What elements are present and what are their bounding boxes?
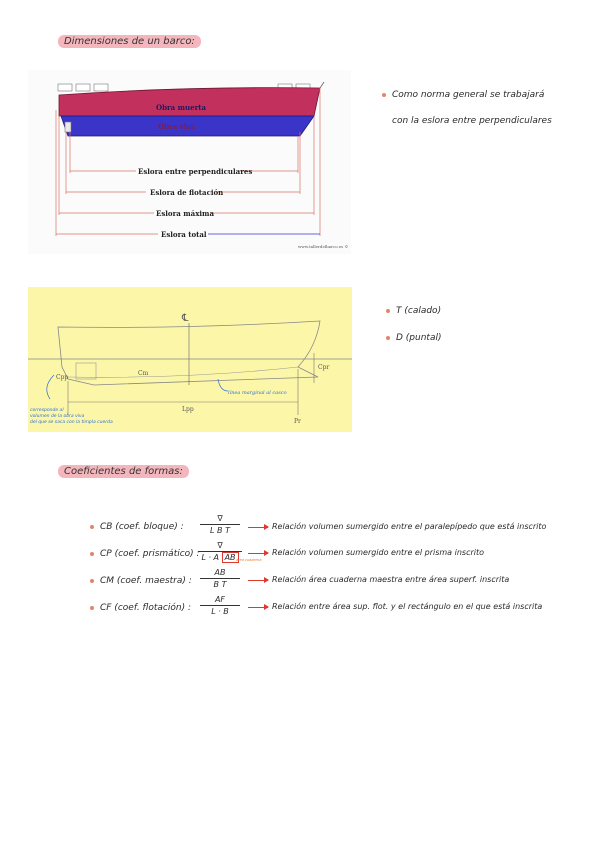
coef-row-waterplane: CF (coef. flotación) : [90,603,191,613]
arrow-block [248,527,268,528]
note-calado: T (calado) [386,306,441,316]
area-box: AB [222,552,239,563]
coef-fraction-waterplane: $\frac{AF}{L \cdot B}$ [200,595,240,616]
annotation-side: corresponde al volumen de la obra viva del que se saca con la timpla cuerda [30,408,113,425]
label-pr: Pr [294,418,301,425]
label-centerline: ℄ [182,313,189,324]
note-area-cuaderna: área cuaderna [236,558,262,562]
arrow-prismatic [248,553,268,554]
section-title-coefficients: Coeficientes de formas: [58,465,189,478]
desc-prismatic: Relación volumen sumergido entre el prisma inscrito [272,548,485,557]
bullet-dot [386,336,390,340]
desc-block: Relación volumen sumergido entre el paralepípedo que está inscrito [272,522,547,531]
bullet-dot [90,525,94,529]
label-eslora-flotacion: Eslora de flotación [150,188,224,197]
coef-row-block: CB (coef. bloque) : [90,522,184,532]
bullet-dot [90,579,94,583]
label-cpp: Cpp [56,374,69,381]
label-obra-muerta: Obra muerta [156,103,207,112]
label-eslora-pp: Eslora entre perpendiculares [138,167,253,176]
ship-diagram [28,70,351,254]
desc-midship: Relación área cuaderna maestra entre área superf. inscrita [272,575,510,584]
label-cpr: Cpr [318,364,330,371]
label-lpp: Lpp [182,406,194,413]
bullet-dot [90,606,94,610]
coef-fraction-block: ∇ L B T [200,514,240,535]
coef-row-prismatic: CP (coef. prismático) : [90,549,200,559]
label-eslora-maxima: Eslora máxima [156,209,214,218]
bullet-dot [386,309,390,313]
label-cm: Cm [138,370,149,377]
bullet-dot [382,93,386,97]
note-eslora-pp: con la eslora entre perpendiculares [392,116,552,126]
note-puntal: D (puntal) [386,333,441,343]
ship-dimensions-figure [28,70,351,254]
arrow-midship [248,580,268,581]
annotation-main: línea marginal al casco [228,390,287,396]
bullet-dot [90,552,94,556]
credit-text: www.tallerdelbarco.es © [298,244,349,249]
coef-fraction-midship: $\frac{AB}{\text{B T}}$ [200,568,240,589]
desc-waterplane: Relación entre área sup. flot. y el rectángulo en el que está inscrita [272,602,543,611]
label-obra-viva: Obra viva [158,122,195,131]
label-eslora-total: Eslora total [161,230,207,239]
section-title-dimensions: Dimensiones de un barco: [58,35,201,48]
coef-fraction-prismatic: ∇ L · A AB [198,541,242,562]
note-general-rule: Como norma general se trabajará [382,90,544,100]
coef-row-midship: CM (coef. maestra) : [90,576,192,586]
arrow-waterplane [248,607,268,608]
